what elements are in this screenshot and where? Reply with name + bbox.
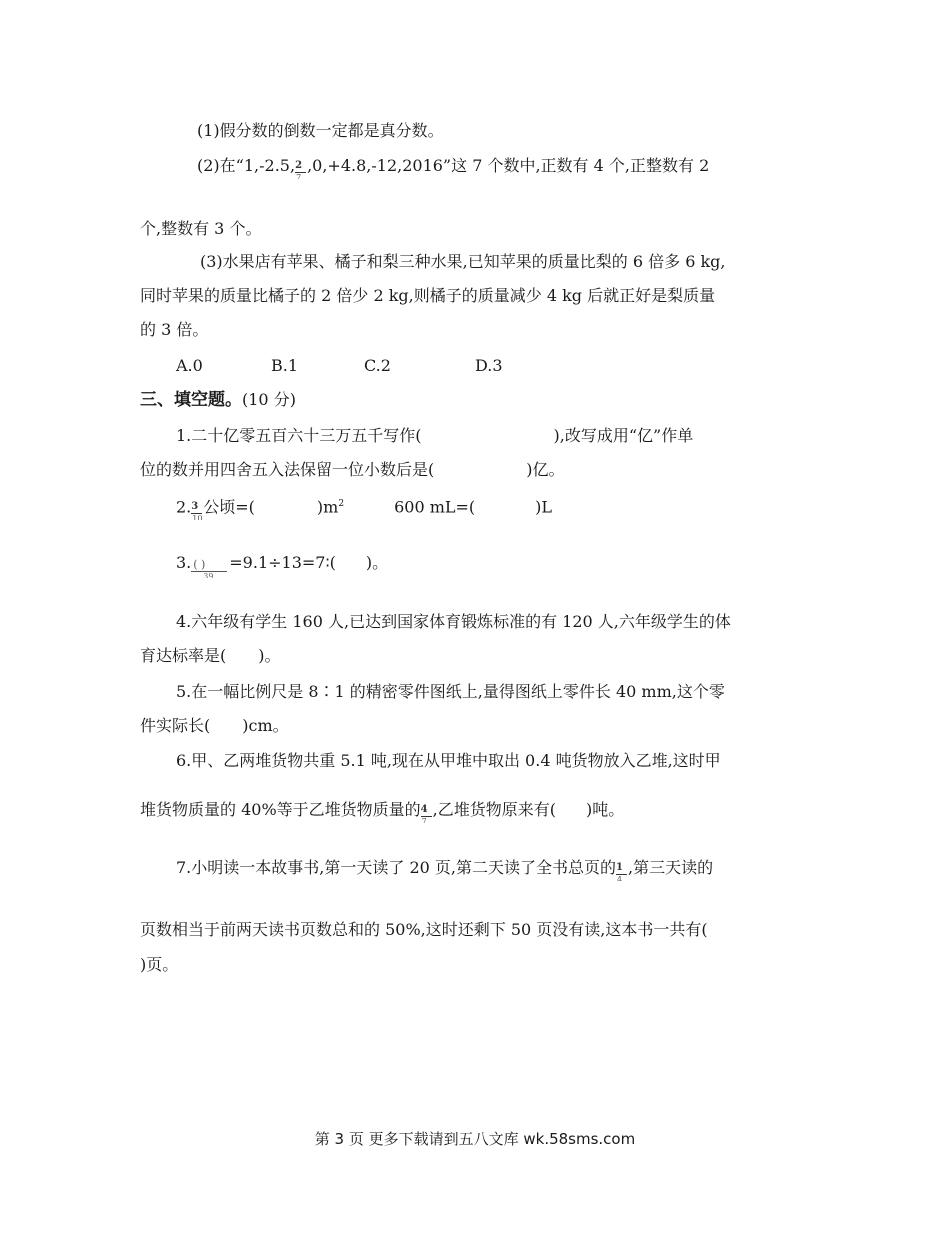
judge-question-3-line-3: 的 3 倍。 (140, 320, 209, 339)
judge-question-3-line-2: 同时苹果的质量比橘子的 2 倍少 2 kg,则橘子的质量减少 4 kg 后就正好是梨质量 (140, 286, 716, 305)
fill-question-5-line-1: 5.在一幅比例尺是 8∶1 的精密零件图纸上,量得图纸上零件长 40 mm,这个零 (176, 682, 725, 701)
fill-question-2: 2. $\frac{3}{10}$ 公顷=( )$m^2$ 600 mL=( )L (176, 497, 553, 520)
section-3-points: (10 分) (242, 390, 296, 409)
section-3-title: 三、填空题。 (140, 390, 242, 410)
fraction-three-tenths: $\frac{3}{10}$ (191, 500, 203, 520)
fill-question-1-line-1: 1.二十亿零五百六十三万五千写作( ),改写成用“亿”作单 (176, 426, 694, 445)
fill-question-5-line-2: 件实际长( )cm。 (140, 716, 289, 735)
option-a: A.0 (176, 356, 203, 375)
fraction-blank-over-39: ( ) 39 (191, 554, 229, 574)
option-d: D.3 (475, 356, 503, 375)
fill-question-7-line-1: 7.小明读一本故事书,第一天读了 20 页,第二天读了全书总页的 $\frac{1}{4}$ ,第三天读的 (176, 858, 714, 881)
q2-text-a: (2)在“1,-2.5, (197, 156, 296, 175)
option-c: C.2 (364, 356, 391, 375)
judge-question-2-line-1 (197, 156, 709, 177)
fraction-four-sevenths: $\frac{4}{7}$ (421, 801, 433, 821)
fill-question-4-line-2: 育达标率是( )。 (140, 646, 281, 665)
judge-question-1: (1)假分数的倒数一定都是真分数。 (197, 121, 444, 140)
fill-question-6-line-1: 6.甲、乙两堆货物共重 5.1 吨,现在从甲堆中取出 0.4 吨货物放入乙堆,这时甲 (176, 751, 721, 770)
option-b: B.1 (271, 356, 299, 375)
fill-question-7-line-2: 页数相当于前两天读书页数总和的 50%,这时还剩下 50 页没有读,这本书一共有( (140, 920, 708, 939)
fill-question-1-line-2: 位的数并用四舍五入法保留一位小数后是( )亿。 (140, 460, 565, 479)
judge-question-3-line-1: (3)水果店有苹果、橘子和梨三种水果,已知苹果的质量比梨的 6 倍多 6 kg, (200, 252, 726, 271)
fraction-one-quarter: $\frac{1}{4}$ (616, 859, 628, 879)
fill-question-3: 3. ( ) 39 =9.1÷13=7∶( )。 (176, 553, 389, 578)
fill-question-6-line-2: 堆货物质量的 40%等于乙堆货物质量的 $\frac{4}{7}$ ,乙堆货物原来有( )吨。 (140, 800, 625, 823)
fill-question-4-line-1: 4.六年级有学生 160 人,已达到国家体育锻炼标准的有 120 人,六年级学生的体 (176, 612, 731, 631)
fill-question-7-line-3: )页。 (140, 955, 179, 974)
q2-text-b: ,0,+4.8,-12,2016”这 7 个数中,正数有 4 个,正整数有 2 (307, 156, 710, 175)
page-footer: 第 3 页 更多下载请到五八文库 wk.58sms.com (314, 1130, 636, 1148)
fraction-two-sevenths: $\frac{2}{7}$ (295, 157, 307, 177)
judge-question-2-line-2: 个,整数有 3 个。 (140, 219, 262, 238)
section-3-heading (140, 390, 296, 410)
